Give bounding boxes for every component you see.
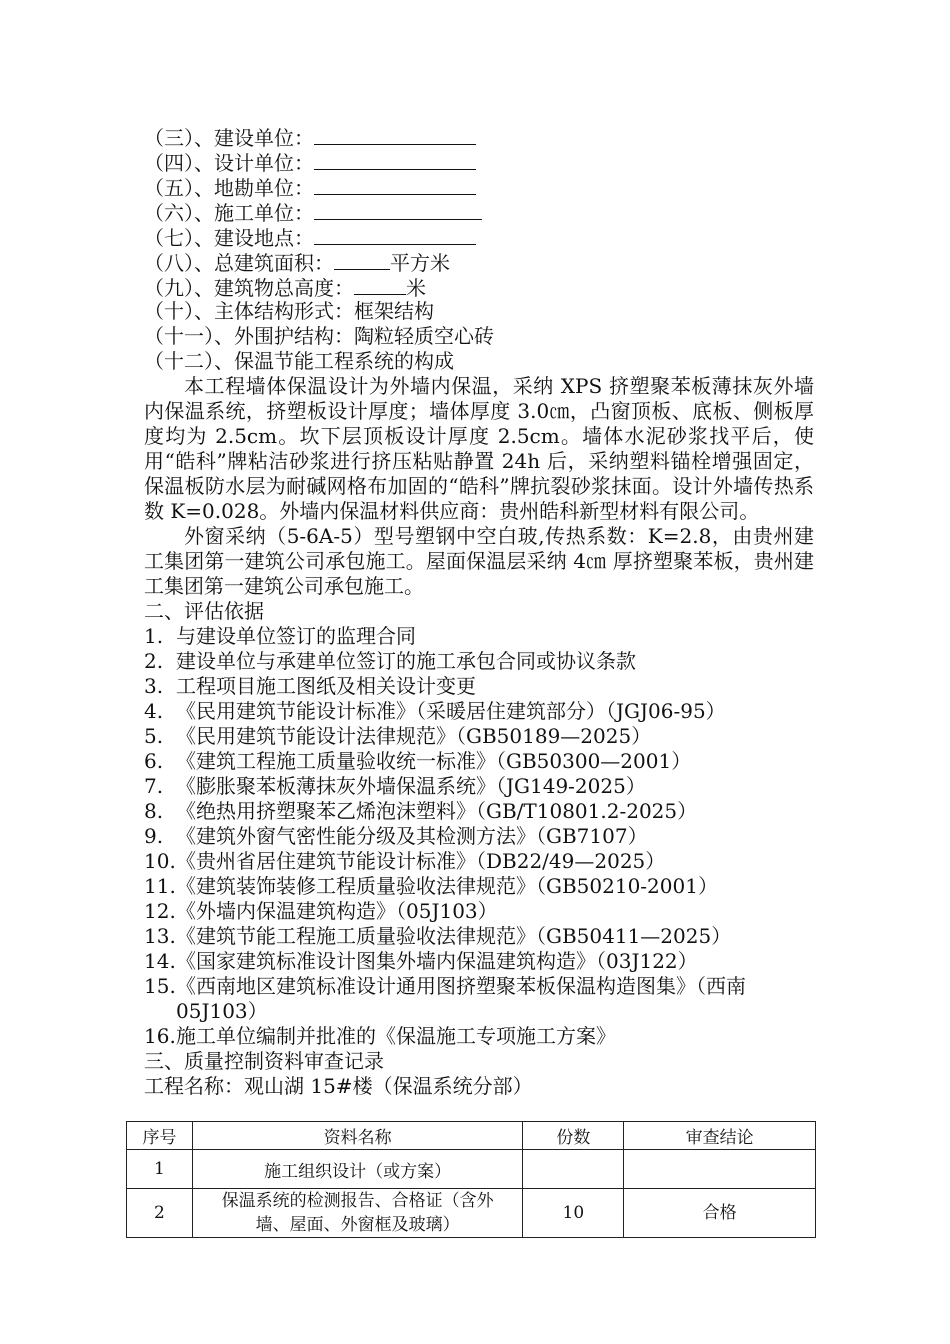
list-item-number: 6. bbox=[144, 749, 164, 773]
area-field bbox=[144, 249, 814, 274]
list-item-text: 《建筑节能工程施工质量验收法律规范》（GB50411—2025） bbox=[176, 924, 732, 948]
cell-name: 保温系统的检测报告、合格证（含外墙、屋面、外窗框及玻璃） bbox=[192, 1189, 523, 1238]
insulation-paragraph: 本工程墙体保温设计为外墙内保温，采纳 XPS 挤塑聚苯板薄抹灰外墙内保温系统，挤塑板设计厚度；墙体厚度 3.0㎝，凸窗顶板、底板、侧板厚度均为 2.5cm。坎下层顶板设计厚度 2.5cm。墙体水泥砂浆找平后，使用“皓科”牌粘洁砂浆进行挤压粘贴静置 24h 后，采纳塑料锚栓增强固定，保温板防水层为耐碱网格布加固的“皓科”牌抗裂砂浆抹面。设计外墙传热系数 K=0.028。外墙内保温材料供应商：贵州皓科新型材料有限公司。 bbox=[144, 374, 814, 523]
list-item-number: 5. bbox=[144, 724, 164, 748]
list-item bbox=[144, 1024, 814, 1049]
project-name: 工程名称：观山湖 15#楼（保温系统分部） bbox=[144, 1074, 533, 1098]
list-item-number: 8. bbox=[144, 799, 164, 823]
list-item-number: 7. bbox=[144, 774, 164, 798]
list-item-text: 建设单位与承建单位签订的施工承包合同或协议条款 bbox=[176, 649, 636, 673]
list-item-text: 《建筑工程施工质量验收统一标准》（GB50300—2001） bbox=[176, 749, 692, 773]
info-field bbox=[144, 199, 814, 224]
field-blank bbox=[314, 174, 476, 195]
list-item-number: 13. bbox=[144, 924, 176, 948]
list-item bbox=[144, 874, 814, 899]
list-item bbox=[144, 899, 814, 924]
field-blank bbox=[314, 199, 482, 220]
cell-no: 1 bbox=[127, 1150, 193, 1189]
field-blank bbox=[314, 124, 476, 145]
cell-count: 10 bbox=[523, 1189, 624, 1238]
field-label: （五）、地勘单位： bbox=[144, 176, 314, 200]
project-info-fields bbox=[144, 124, 814, 249]
list-item-text: 《民用建筑节能设计法律规范》（GB50189—2025） bbox=[176, 724, 652, 748]
list-item-number: 3. bbox=[144, 674, 164, 698]
list-item bbox=[144, 849, 814, 874]
list-item-number: 4. bbox=[144, 699, 164, 723]
list-item bbox=[144, 649, 814, 674]
height-label: （九）、建筑物总高度： bbox=[144, 276, 354, 300]
list-item-text: 《建筑外窗气密性能分级及其检测方法》（GB7107） bbox=[176, 824, 648, 848]
area-blank bbox=[334, 249, 390, 270]
list-item bbox=[144, 799, 814, 824]
table-header-row bbox=[127, 1122, 816, 1150]
height-field bbox=[144, 274, 814, 299]
info-field bbox=[144, 174, 814, 199]
list-item-number: 14. bbox=[144, 949, 176, 973]
field-blank bbox=[314, 224, 476, 245]
window-paragraph: 外窗采纳（5-6A-5）型号塑钢中空白玻,传热系数：K=2.8，由贵州建工集团第一建筑公司承包施工。屋面保温层采纳 4㎝ 厚挤塑聚苯板，贵州建工集团第一建筑公司承包施工。 bbox=[144, 524, 814, 598]
info-field bbox=[144, 124, 814, 149]
list-item-number: 16. bbox=[144, 1024, 176, 1048]
height-blank bbox=[354, 274, 406, 295]
list-item-text: 《西南地区建筑标准设计通用图挤塑聚苯板保温构造图集》（西南 05J103） bbox=[176, 974, 746, 1023]
list-item bbox=[144, 724, 814, 749]
list-item bbox=[144, 824, 814, 849]
list-item-number: 10. bbox=[144, 849, 176, 873]
list-item-text: 《民用建筑节能设计标准》（采暖居住建筑部分）（JGJ06-95） bbox=[176, 699, 726, 723]
field-label: （四）、设计单位： bbox=[144, 151, 314, 175]
list-item-text: 《建筑装饰装修工程质量验收法律规范》（GB50210-2001） bbox=[176, 874, 718, 898]
basis-heading: 二、评估依据 bbox=[144, 599, 264, 623]
list-item bbox=[144, 674, 814, 699]
list-item-number: 9. bbox=[144, 824, 164, 848]
list-item bbox=[144, 699, 814, 724]
envelope-line: （十一）、外围护结构：陶粒轻质空心砖 bbox=[144, 324, 494, 348]
list-item-text: 与建设单位签订的监理合同 bbox=[176, 624, 416, 648]
list-item-number: 12. bbox=[144, 899, 176, 923]
qc-heading: 三、质量控制资料审查记录 bbox=[144, 1049, 384, 1073]
table-row bbox=[127, 1189, 816, 1238]
list-item-number: 15. bbox=[144, 974, 176, 998]
area-label: （八）、总建筑面积： bbox=[144, 251, 334, 275]
info-field bbox=[144, 224, 814, 249]
list-item-number: 1. bbox=[144, 624, 164, 648]
header-result: 审查结论 bbox=[624, 1122, 816, 1150]
cell-count bbox=[523, 1150, 624, 1189]
list-item-text: 《国家建筑标准设计图集外墙内保温建筑构造》（03J122） bbox=[176, 949, 698, 973]
field-label: （七）、建设地点： bbox=[144, 226, 314, 250]
structure-line: （十）、主体结构形式：框架结构 bbox=[144, 299, 434, 323]
list-item bbox=[144, 774, 814, 799]
list-item bbox=[144, 924, 814, 949]
field-blank bbox=[314, 149, 476, 170]
list-item-text: 《贵州省居住建筑节能设计标准》（DB22/49—2025） bbox=[176, 849, 666, 873]
list-item-text: 《膨胀聚苯板薄抹灰外墙保温系统》（JG149-2025） bbox=[176, 774, 646, 798]
field-label: （六）、施工单位： bbox=[144, 201, 314, 225]
list-item-text: 工程项目施工图纸及相关设计变更 bbox=[176, 674, 476, 698]
header-no: 序号 bbox=[127, 1122, 193, 1150]
list-item bbox=[144, 624, 814, 649]
document-body bbox=[144, 124, 814, 1099]
list-item bbox=[144, 749, 814, 774]
basis-list bbox=[144, 624, 814, 1049]
list-item-text: 《绝热用挤塑聚苯乙烯泡沫塑料》（GB/T10801.2-2025） bbox=[176, 799, 698, 823]
header-count: 份数 bbox=[523, 1122, 624, 1150]
cell-result bbox=[624, 1150, 816, 1189]
area-unit: 平方米 bbox=[390, 251, 450, 275]
insulation-heading: （十二）、保温节能工程系统的构成 bbox=[144, 349, 454, 373]
field-label: （三）、建设单位： bbox=[144, 126, 314, 150]
list-item-text: 施工单位编制并批准的《保温施工专项施工方案》 bbox=[176, 1024, 616, 1048]
list-item-text: 《外墙内保温建筑构造》（05J103） bbox=[176, 899, 498, 923]
cell-result: 合格 bbox=[624, 1189, 816, 1238]
list-item bbox=[144, 974, 814, 1024]
list-item-number: 2. bbox=[144, 649, 164, 673]
table-row bbox=[127, 1150, 816, 1189]
list-item bbox=[144, 949, 814, 974]
qc-table bbox=[126, 1121, 816, 1238]
header-name: 资料名称 bbox=[192, 1122, 523, 1150]
list-item-number: 11. bbox=[144, 874, 176, 898]
cell-name: 施工组织设计（或方案） bbox=[192, 1150, 523, 1189]
height-unit: 米 bbox=[406, 276, 426, 300]
info-field bbox=[144, 149, 814, 174]
cell-no: 2 bbox=[127, 1189, 193, 1238]
